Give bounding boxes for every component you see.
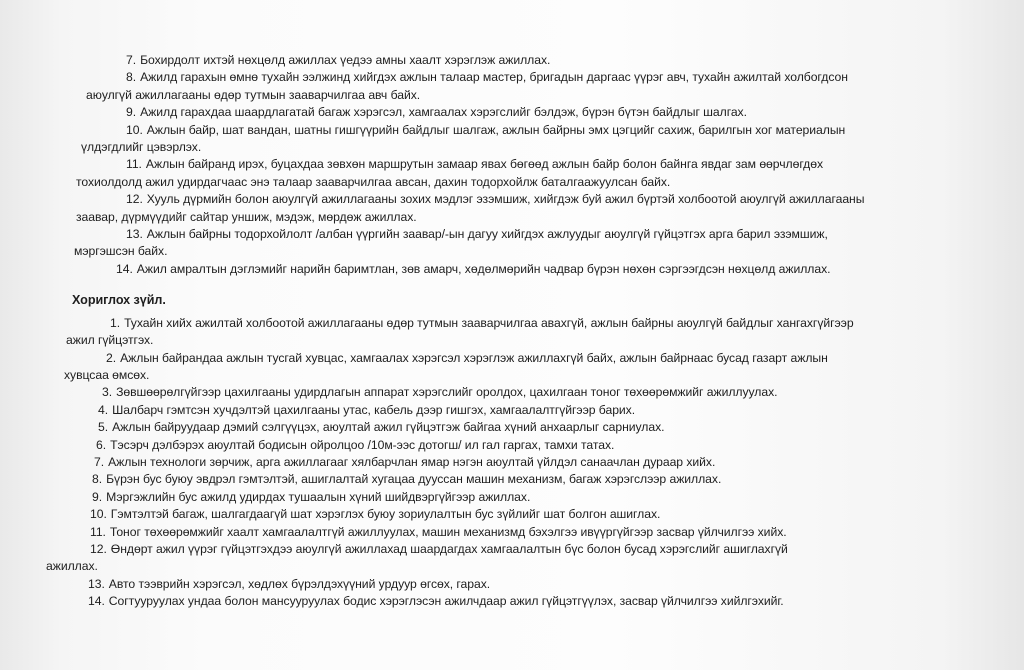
list-item: 6. Тэсэрч дэлбэрэх аюултай бодисын ойролцоо /10м-ээс дотогш/ ил гал гаргах, тамхи татах. [96,437,615,452]
list-item: 8. Бүрэн бус буюу эвдрэл гэмтэлтэй, ашиглалтай хугацаа дууссан машин механизм, багаж хэрэгслээр ажиллах. [92,472,722,487]
list-item-continuation: тохиолдолд ажил удирдагчаас энэ талаар зааварчилгаа авсан, дахин тодорхойлж баталгаажуулсан байх. [76,174,671,189]
prohibitions-list [46,315,981,611]
list-item: 14. Ажил амралтын дэглэмийг нарийн баримтлан, зөв амарч, хөдөлмөрийн чадвар бүрэн нөхөн сэргээгдсэн нөхцөлд ажиллах. [116,261,831,276]
list-item: 11. Ажлын байранд ирэх, буцахдаа зөвхөн маршрутын замаар явах бөгөөд ажлын байр болон байнга явдаг зам өөрчлөгдөх [126,157,824,172]
document-body [46,52,981,611]
list-item: 10. Ажлын байр, шат вандан, шатны гишгүүрийн байдлыг шалгаж, ажлын байрны эмх цэгцийг сахиж, барилгын хог материалын [126,122,846,137]
list-item-continuation: аюулгүй ажиллагааны өдөр тутмын зааварчилгаа авч байх. [86,87,421,102]
list-item: 7. Ажлын технологи зөрчиж, арга ажиллагааг хялбарчлан ямар нэгэн аюултай үйлдэл санаачлан дураар хийх. [94,454,716,469]
list-item-continuation: заавар, дүрмүүдийг сайтар уншиж, мэдэж, мөрдөж ажиллах. [76,209,417,224]
list-item: 12. Өндөрт ажил үүрэг гүйцэтгэхдээ аюулгүй ажиллахад шаардагдах хамгаалалтын бүс болон бусад хэрэгслийг ашиглахгүй [90,541,788,556]
list-item: 8. Ажилд гарахын өмнө тухайн ээлжинд хийгдэх ажлын талаар мастер, бригадын даргаас үүрэг авч, тухайн ажилтай холбогдсон [126,70,848,85]
list-item: 12. Хууль дүрмийн болон аюулгүй ажиллагааны зохих мэдлэг эзэмшиж, хийгдэж буй ажил бүртэй холбоотой аюулгүй ажиллагааны [126,192,865,207]
list-item: 7. Бохирдолт ихтэй нөхцөлд ажиллах үедээ амны хаалт хэрэглэж ажиллах. [126,53,551,67]
section-heading: Хориглох зүйл. [72,293,166,308]
list-item-continuation: хувцсаа өмсөх. [64,367,150,382]
show-through [60,18,960,19]
list-item: 11. Тоног төхөөрөмжийг хаалт хамгаалалтгүй ажиллуулах, машин механизмд бэхэлгээ ивүүргүйгээр засвар үйлчилгээ хийх. [90,524,787,539]
list-item-continuation: мэргэшсэн байх. [74,244,168,259]
list-item: 2. Ажлын байрандаа ажлын тусгай хувцас, хамгаалах хэрэгсэл хэрэглэж ажиллахгүй байх, ажлын байрнаас бусад газарт ажлын [106,350,828,365]
list-item-continuation: үлдэгдлийг цэвэрлэх. [81,140,202,155]
duties-list [46,52,981,278]
list-item-continuation: ажиллах. [46,559,98,574]
list-item: 9. Ажилд гарахдаа шаардлагатай багаж хэрэгсэл, хамгаалах хэрэгслийг бэлдэж, бүрэн бүтэн байдлыг шалгах. [126,105,747,120]
list-item: 13. Ажлын байрны тодорхойлолт /албан үүргийн заавар/-ын дагуу хийгдэх ажлуудыг аюулгүй гүйцэтгэх арга барил эзэмшиж, [126,227,828,242]
list-item: 13. Авто тээврийн хэрэгсэл, хөдлөх бүрэлдэхүүний урдуур өгсөх, гарах. [88,576,491,591]
list-item: 3. Зөвшөөрөлгүйгээр цахилгааны удирдлагын аппарат хэрэгслийг оролдох, цахилгаан тоног төхөөрөмжийг ажиллуулах. [102,385,778,400]
list-item: 4. Шалбарч гэмтсэн хучдэлтэй цахилгааны утас, кабель дээр гишгэх, хамгаалалтгүйгээр барих. [98,402,636,417]
list-item: 1. Тухайн хийх ажилтай холбоотой ажиллагааны өдөр тутмын зааварчилгаа авахгүй, ажлын байрны аюулгүй байдлыг хангахгүйгээр [110,315,854,330]
list-item: 10. Гэмтэлтэй багаж, шалгагдаагүй шат хэрэглэх буюу зориулалтын бус зүйлийг шат болгон ашиглах. [90,507,661,522]
list-item: 14. Согтууруулах ундаа болон мансууруулах бодис хэрэглэсэн ажилчдаар ажил гүйцэтгүүлэх, засвар үйлчилгээ хийлгэхийг. [88,594,784,609]
list-item-continuation: ажил гүйцэтгэх. [66,333,154,348]
list-item: 5. Ажлын байруудаар дэмий сэлгүүцэх, аюултай ажил гүйцэтгэж байгаа хүний анхаарлыг сарниулах. [98,420,665,435]
list-item: 9. Мэргэжлийн бус ажилд удирдах тушаалын хүний шийдвэргүйгээр ажиллах. [92,489,531,504]
